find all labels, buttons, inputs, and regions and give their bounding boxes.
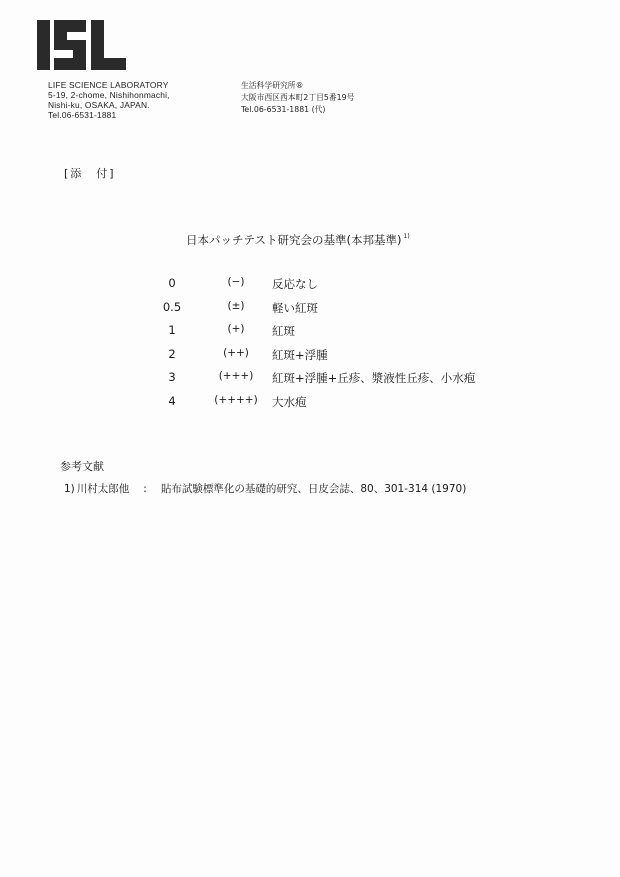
title-footnote-ref: 1): [403, 233, 410, 240]
criteria-description: 反応なし: [272, 277, 318, 291]
english-address: [48, 80, 170, 120]
criteria-score: 1: [168, 323, 176, 338]
document-title-text: 日本パッチテスト研究会の基準(本邦基準): [186, 233, 402, 247]
criteria-symbol: (+++): [218, 370, 254, 383]
criteria-description: 紅斑+浮腫+丘疹、漿液性丘疹、小水疱: [272, 371, 476, 386]
document-title: [186, 232, 410, 248]
japanese-address-line: 大阪市西区西本町2丁目5番19号: [241, 93, 355, 102]
criteria-symbol: (++++): [214, 393, 258, 406]
criteria-description: 軽い紅斑: [272, 300, 318, 315]
reference-number: 1): [64, 483, 75, 495]
english-address-line: Nishi-ku, OSAKA, JAPAN.: [48, 100, 150, 110]
references-heading: 参考文献: [60, 460, 104, 473]
criteria-symbol: (+): [227, 323, 245, 336]
isl-logo: [37, 18, 127, 72]
reference-separator: :: [143, 483, 147, 495]
criteria-description: 紅斑+浮腫: [272, 347, 328, 362]
criteria-score: 0.5: [162, 299, 182, 314]
criteria-score: 2: [168, 346, 176, 361]
japanese-address: [241, 80, 354, 116]
criteria-symbol: (++): [223, 346, 249, 359]
criteria-description: 紅斑: [272, 324, 295, 339]
criteria-symbol: (±): [227, 299, 245, 312]
english-address-line: 5-19, 2-chome, Nishihonmachi,: [48, 90, 170, 100]
criteria-description: 大水疱: [272, 394, 307, 409]
criteria-symbol: (−): [227, 276, 245, 288]
criteria-score: 0: [168, 276, 176, 290]
criteria-score: 4: [168, 393, 176, 408]
reference-author: 川村太郎他: [76, 483, 130, 495]
reference-item: [64, 481, 466, 496]
japanese-address-line: Tel.06-6531-1881 (代): [241, 105, 326, 114]
reference-citation: 貼布試験標準化の基礎的研究、日皮会誌、80、301-314 (1970): [160, 483, 467, 495]
japanese-address-line: 生活科学研究所®: [241, 81, 304, 90]
criteria-score: 3: [168, 370, 176, 385]
attachment-label: [添 付]: [64, 167, 116, 180]
english-address-line: Tel.06-6531-1881: [48, 110, 117, 120]
english-address-line: LIFE SCIENCE LABORATORY: [48, 80, 169, 90]
isl-logo-mark: [37, 18, 127, 72]
